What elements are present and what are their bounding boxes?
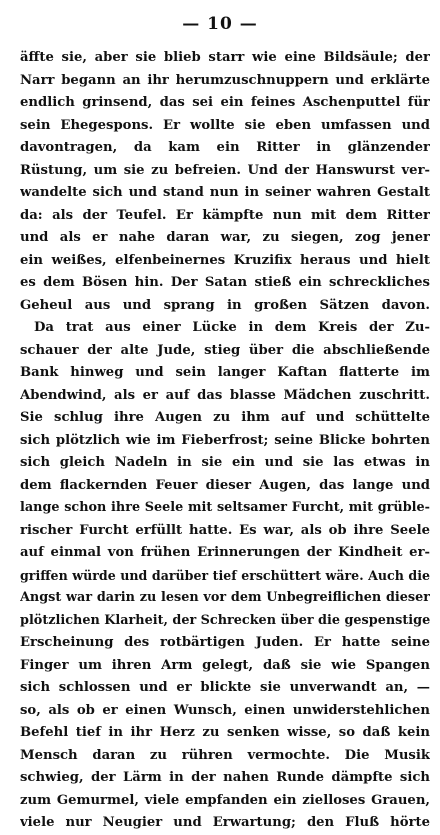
text-line: schwieg, der Lärm in der nahen Runde dämpfte sich (20, 770, 430, 785)
text-line: rischer Furcht erfüllt hatte. Es war, als ob ihre Seele (20, 522, 430, 538)
text-line: Bank hinweg und sein langer Kaftan flatterte im (20, 365, 430, 380)
text-line: davontragen, da kam ein Ritter in glänzender (20, 140, 430, 155)
text-line: äffte sie, aber sie blieb starr wie eine Bildsäule; der (20, 50, 430, 65)
text-line: Finger um ihren Arm gelegt, daß sie wie Spangen (20, 657, 430, 673)
text-line: wandelte sich und stand nun in seiner wahren Gestalt (20, 185, 430, 200)
text-line: viele nur Neugier und Erwartung; den Fluß hörte (20, 815, 430, 830)
text-line: Mensch daran zu rühren vermochte. Die Musik (20, 747, 430, 763)
text-line: so, als ob er einen Wunsch, einen unwiderstehlichen (20, 702, 430, 718)
text-line: dem flackernden Feuer dieser Augen, das lange und (20, 477, 430, 493)
text-line: Da trat aus einer Lücke in dem Kreis der Zu- (34, 320, 430, 335)
text-line: Narr begann an ihr herumzuschnuppern und erklärte (20, 72, 430, 88)
text-line: auf einmal von frühen Erinnerungen der Kindheit er- (20, 545, 430, 560)
text-line: da: als der Teufel. Er kämpfte nun mit dem Ritter (20, 207, 430, 223)
text-line: ein weißes, elfenbeinernes Kruzifix heraus und hielt (20, 252, 430, 268)
text-line: endlich grinsend, das sei ein feines Aschenputtel für (20, 95, 430, 110)
text-line: Rüstung, um sie zu befreien. Und der Hanswurst ver- (20, 162, 430, 178)
text-line: sein Ehegespons. Er wollte sie eben umfassen und (20, 117, 430, 133)
text-line: Abendwind, als er auf das blasse Mädchen zuschritt. (20, 387, 430, 403)
text-line: schauer der alte Jude, stieg über die abschließende (20, 342, 430, 358)
body-text (20, 47, 430, 835)
text-line: griffen würde und darüber tief erschüttert wäre. Auch die (20, 567, 430, 583)
text-line: Angst war darin zu lesen vor dem Unbegreiflichen dieser (20, 590, 430, 605)
text-line: Sie schlug ihre Augen zu ihm auf und schüttelte (20, 410, 430, 425)
page-number: — 10 — (182, 14, 258, 34)
text-line: es dem Bösen hin. Der Satan stieß ein schreckliches (20, 275, 430, 290)
text-line: zum Gemurmel, viele empfanden ein zielloses Grauen, (20, 792, 430, 808)
text-line: Erscheinung des rotbärtigen Juden. Er hatte seine (20, 635, 430, 650)
text-line: sich gleich Nadeln in sie ein und sie las etwas in (20, 455, 430, 470)
text-line: sich plötzlich wie im Fieberfrost; seine Blicke bohrten (20, 432, 430, 448)
text-line: und als er nahe daran war, zu siegen, zog jener (20, 230, 430, 245)
text-line: lange schon ihre Seele mit seltsamer Furcht, mit grüble- (20, 500, 430, 515)
text-line: sich schlossen und er blickte sie unverwandt an, — (20, 680, 430, 695)
text-line: Befehl tief in ihr Herz zu senken wisse, so daß kein (20, 725, 430, 740)
text-line: plötzlichen Klarheit, der Schrecken über die gespenstige (20, 612, 430, 628)
text-line: Geheul aus und sprang in großen Sätzen davon. (20, 297, 430, 313)
